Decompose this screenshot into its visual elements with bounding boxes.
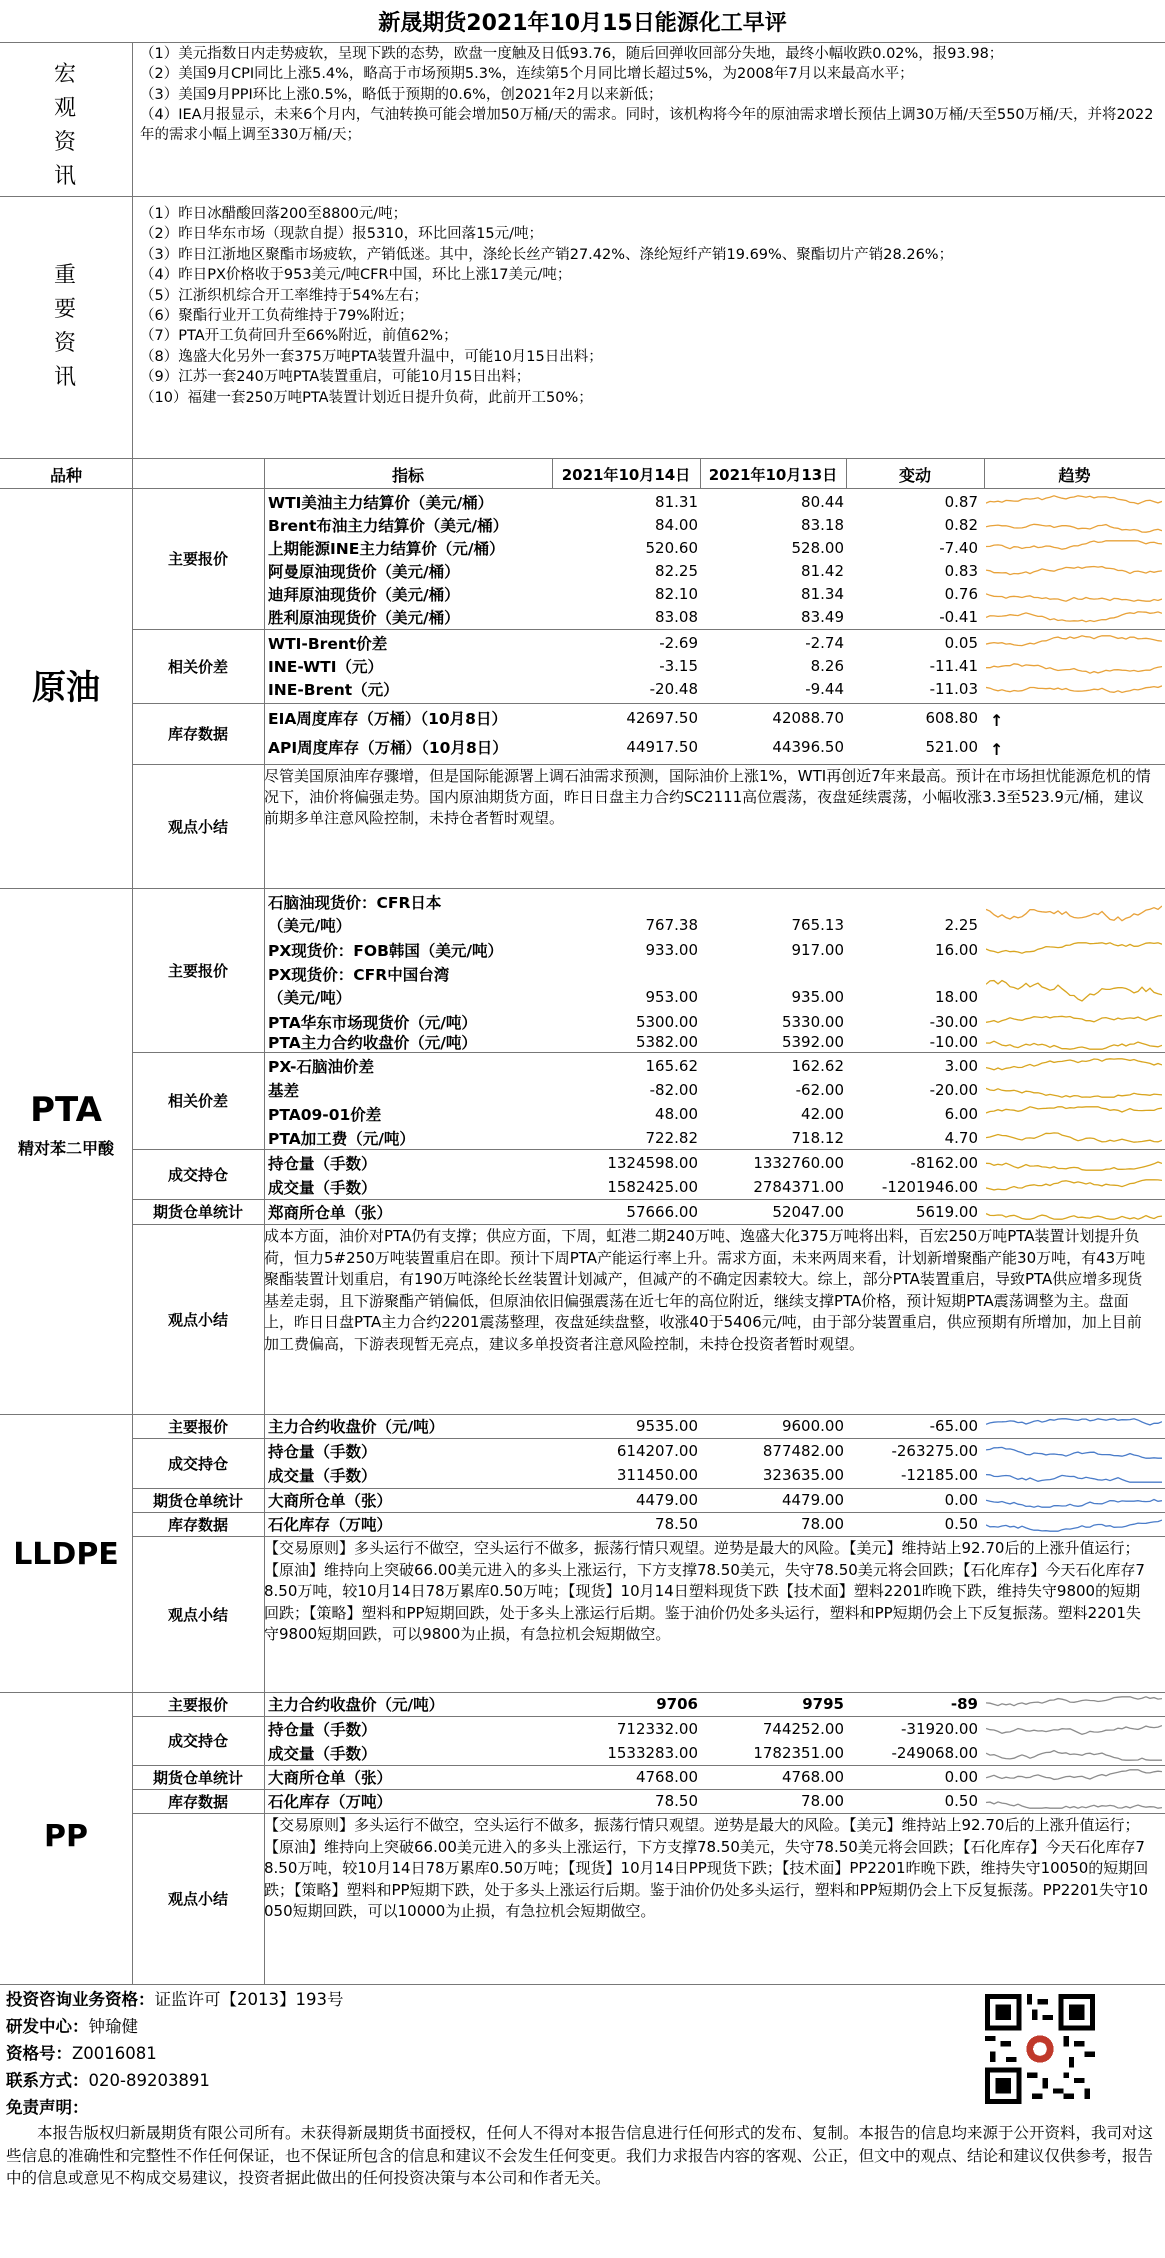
news-item: （1）昨日冰醋酸回落200至8800元/吨； (140, 206, 408, 222)
pta-value-d2: 52047.00 (772, 1203, 844, 1221)
pta-value-d2: 162.62 (791, 1057, 844, 1075)
crude-indicator: 胜利原油现货价（美元/桶） (268, 609, 460, 627)
pta-value-d1: 48.00 (655, 1105, 698, 1123)
pp-indicator: 成交量（手数） (268, 1745, 377, 1763)
macro-news-list (140, 44, 1155, 145)
page-title: 新晟期货2021年10月15日能源化工早评 (0, 0, 1165, 43)
trend-sparkline (986, 1744, 1162, 1762)
pta-change: 18.00 (935, 988, 978, 1006)
trend-sparkline (986, 680, 1162, 698)
lldpe-indicator: 大商所仓单（张） (268, 1492, 393, 1510)
lldpe-indicator: 石化库存（万吨） (268, 1516, 393, 1534)
trend-sparkline (986, 1417, 1162, 1435)
eia-up-arrow: ↑ (990, 710, 1004, 730)
pta-indicator: PX现货价：CFR中国台湾 (268, 966, 450, 984)
pta-value-d2: 917.00 (791, 941, 844, 959)
lldpe-value-d1: 614207.00 (616, 1442, 698, 1460)
crude-change: 0.05 (944, 634, 978, 652)
header-date1: 2021年10月14日 (561, 465, 691, 484)
crude-change: 0.83 (944, 562, 978, 580)
trend-sparkline (986, 634, 1162, 652)
pta-group-pos: 成交持仓 (167, 1165, 228, 1184)
cert-value: Z0016081 (72, 2044, 157, 2063)
lldpe-group-wr: 期货仓单统计 (152, 1491, 243, 1510)
lldpe-indicator: 持仓量（手数） (268, 1443, 377, 1461)
qr-code-icon (985, 1994, 1095, 2104)
lldpe-value-d2: 9600.00 (781, 1417, 844, 1435)
trend-sparkline (986, 1178, 1162, 1196)
pta-change: 3.00 (944, 1057, 978, 1075)
pta-change: 2.25 (944, 916, 978, 934)
pta-value-d2: -62.00 (795, 1081, 844, 1099)
crude-value-d2: 80.44 (801, 493, 844, 511)
crude-change: 0.76 (944, 585, 978, 603)
crude-value-d1: 42697.50 (626, 709, 698, 727)
trend-sparkline (986, 1720, 1162, 1738)
trend-sparkline (986, 1057, 1162, 1075)
trend-sparkline (986, 1203, 1162, 1221)
crude-indicator: WTI-Brent价差 (268, 635, 388, 653)
crude-indicator: 阿曼原油现货价（美元/桶） (268, 563, 460, 581)
pta-change: 6.00 (944, 1105, 978, 1123)
pta-label: PTA (30, 1090, 102, 1130)
pp-group-view: 观点小结 (167, 1890, 228, 1908)
crude-value-d1: 84.00 (655, 516, 698, 534)
trend-sparkline (986, 608, 1162, 626)
pta-change: -20.00 (929, 1081, 978, 1099)
pta-indicator: 持仓量（手数） (268, 1155, 377, 1173)
news-item: （9）江苏一套240万吨PTA装置重启，可能10月15日出料； (140, 369, 531, 386)
pp-group-wr: 期货仓单统计 (152, 1768, 243, 1787)
pta-change: 5619.00 (915, 1203, 978, 1221)
pta-indicator: 成交量（手数） (268, 1179, 377, 1197)
crude-value-d1: 82.25 (655, 562, 698, 580)
crude-indicator: Brent布油主力结算价（美元/桶） (268, 517, 509, 535)
crude-value-d2: 81.34 (801, 585, 844, 603)
research-center-label: 研发中心： (6, 2017, 89, 2036)
lldpe-group-view: 观点小结 (167, 1605, 228, 1624)
pta-indicator: 石脑油现货价：CFR日本 (268, 894, 442, 912)
lldpe-group-price: 主要报价 (167, 1417, 228, 1436)
pp-change: 0.50 (944, 1792, 978, 1810)
header-date2: 2021年10月13日 (708, 465, 838, 484)
news-item: （3）昨日江浙地区聚酯市场疲软，产销低迷。其中，涤纶长丝产销27.42%、涤纶短纤产销19.69%、聚酯切片产销28.26%； (140, 246, 954, 263)
pta-change: 4.70 (944, 1129, 978, 1147)
news-item: （4）昨日PX价格收于953美元/吨CFR中国，环比上涨17美元/吨； (140, 267, 572, 284)
pta-change: -10.00 (929, 1033, 978, 1051)
trend-sparkline (986, 657, 1162, 675)
pta-value-d2: 5392.00 (781, 1033, 844, 1051)
pp-indicator: 大商所仓单（张） (268, 1769, 393, 1787)
macro-item: （1）美元指数日内走势疲软，呈现下跌的态势，欧盘一度触及日低93.76，随后回弹收回部分失地，最终小幅收跌0.02%，报93.98； (140, 46, 1004, 62)
pp-value-d1: 4768.00 (635, 1768, 698, 1786)
crude-group-price: 主要报价 (167, 550, 228, 568)
footer-info (6, 1986, 344, 2121)
lldpe-value-d1: 311450.00 (616, 1466, 698, 1484)
pp-value-d1: 78.50 (655, 1792, 698, 1810)
crude-value-d2: 81.42 (801, 562, 844, 580)
header-change: 变动 (898, 465, 931, 485)
news-item: （6）聚酯行业开工负荷维持于79%附近； (140, 308, 414, 325)
news-item: （5）江浙织机综合开工率维持于54%左右； (140, 287, 428, 304)
pta-indicator: 基差 (268, 1082, 300, 1100)
crude-indicator: WTI美油主力结算价（美元/桶） (268, 494, 494, 512)
pta-indicator: PTA加工费（元/吨） (268, 1130, 415, 1148)
lldpe-change: 0.50 (944, 1515, 978, 1533)
pta-change: -30.00 (929, 1013, 978, 1031)
pta-value-d1: -82.00 (649, 1081, 698, 1099)
pp-value-d1: 712332.00 (616, 1720, 698, 1738)
pp-change: -249068.00 (891, 1744, 978, 1762)
lldpe-value-d1: 9535.00 (635, 1417, 698, 1435)
trend-sparkline (986, 893, 1162, 933)
pta-value-d1: 57666.00 (626, 1203, 698, 1221)
crude-value-d1: -20.48 (649, 680, 698, 698)
trend-sparkline (986, 493, 1162, 511)
crude-value-d2: 44396.50 (772, 738, 844, 756)
pta-value-d1: 1582425.00 (607, 1178, 698, 1196)
header-indicator: 指标 (391, 465, 424, 485)
trend-sparkline (986, 1768, 1162, 1786)
pta-value-d1: 722.82 (645, 1129, 698, 1147)
pp-value-d1: 9706 (656, 1695, 698, 1713)
pp-change: -31920.00 (901, 1720, 978, 1738)
pp-indicator: 石化库存（万吨） (268, 1793, 393, 1811)
pta-value-d2: 1332760.00 (753, 1154, 844, 1172)
pp-value-d2: 4768.00 (781, 1768, 844, 1786)
trend-sparkline (986, 516, 1162, 534)
crude-value-d1: 44917.50 (626, 738, 698, 756)
lldpe-value-d1: 78.50 (655, 1515, 698, 1533)
crude-change: -7.40 (939, 539, 978, 557)
pp-value-d1: 1533283.00 (607, 1744, 698, 1762)
trend-sparkline (986, 1515, 1162, 1533)
crude-change: 0.82 (944, 516, 978, 534)
crude-value-d2: -9.44 (805, 680, 844, 698)
pta-value-d2: 935.00 (791, 988, 844, 1006)
pta-value-d1: 953.00 (645, 988, 698, 1006)
trend-sparkline (986, 1695, 1162, 1713)
cert-label: 资格号： (6, 2044, 72, 2063)
crude-indicator: INE-Brent（元） (268, 681, 399, 699)
lldpe-change: -65.00 (929, 1417, 978, 1435)
crude-change: -11.41 (929, 657, 978, 675)
trend-sparkline (986, 1442, 1162, 1460)
lldpe-indicator: 成交量（手数） (268, 1467, 377, 1485)
crude-value-d2: 83.18 (801, 516, 844, 534)
news-section-label: 重要资讯 (53, 263, 76, 390)
pta-value-d2: 5330.00 (781, 1013, 844, 1031)
pta-value-d2: 42.00 (801, 1105, 844, 1123)
qualification-label: 投资咨询业务资格： (6, 1990, 155, 2009)
trend-sparkline (986, 1013, 1162, 1031)
pp-label: PP (44, 1819, 88, 1854)
trend-sparkline (986, 562, 1162, 580)
macro-item: （3）美国9月PPI环比上涨0.5%，略低于预期的0.6%，创2021年2月以来新低； (140, 86, 663, 103)
crude-value-d1: 520.60 (645, 539, 698, 557)
qualification-value: 证监许可【2013】193号 (154, 1990, 344, 2009)
pta-value-d1: 1324598.00 (607, 1154, 698, 1172)
crude-value-d2: 83.49 (801, 608, 844, 626)
trend-sparkline (986, 941, 1162, 959)
trend-sparkline (986, 1792, 1162, 1810)
trend-sparkline (986, 1154, 1162, 1172)
crude-indicator: INE-WTI（元） (268, 658, 384, 676)
trend-sparkline (986, 1081, 1162, 1099)
pta-sublabel: 精对苯二甲酸 (17, 1139, 114, 1158)
pp-value-d2: 1782351.00 (753, 1744, 844, 1762)
pta-change: -8162.00 (910, 1154, 978, 1172)
crude-label: 原油 (32, 668, 100, 708)
trend-sparkline (986, 539, 1162, 557)
lldpe-change: -12185.00 (901, 1466, 978, 1484)
macro-section-label: 宏观资讯 (53, 62, 76, 189)
lldpe-value-d2: 78.00 (801, 1515, 844, 1533)
pta-group-price: 主要报价 (167, 961, 228, 980)
pp-change: 0.00 (944, 1768, 978, 1786)
news-item: （10）福建一套250万吨PTA装置计划近日提升负荷，此前开工50%； (140, 389, 593, 406)
crude-value-d1: 82.10 (655, 585, 698, 603)
pta-label-block (0, 1090, 132, 1159)
lldpe-label: LLDPE (13, 1537, 119, 1572)
lldpe-value-d1: 4479.00 (635, 1491, 698, 1509)
pta-change: -1201946.00 (881, 1178, 978, 1196)
pta-value-d2: 718.12 (791, 1129, 844, 1147)
crude-value-d1: 81.31 (655, 493, 698, 511)
disclaimer-text: 本报告版权归新晟期货有限公司所有。未获得新晟期货书面授权，任何人不得对本报告信息进行任何形式的发布、复制。本报告的信息均来源于公开资料，我司对这些信息的准确性和完整性不作任何保证，也不保证所包含的信息和建议不会发生任何变更。我们力求报告内容的客观、公正，但文中的观点、结论和建议仅供参考，报告中的信息或意见不构成交易建议，投资者据此做出的任何投资决策与本公司和作者无关。 (6, 2124, 1154, 2187)
pta-group-view: 观点小结 (167, 1310, 228, 1329)
pp-change: -89 (950, 1695, 978, 1713)
header-trend: 趋势 (1058, 465, 1091, 485)
crude-change: 608.80 (925, 709, 978, 727)
header-variety: 品种 (49, 465, 82, 485)
macro-item: （4）IEA月报显示，未来6个月内，气油转换可能会增加50万桶/天的需求。同时，该机构将今年的原油需求增长预估上调30万桶/天至550万桶/天，并将2022年的需求小幅上调至330万桶/天； (140, 106, 1154, 144)
crude-change: 0.87 (944, 493, 978, 511)
important-news-list (140, 204, 1155, 408)
pta-change: 16.00 (935, 941, 978, 959)
lldpe-change: -263275.00 (891, 1442, 978, 1460)
trend-sparkline (986, 1466, 1162, 1484)
pta-indicator-unit: （美元/吨） (268, 989, 352, 1007)
lldpe-indicator: 主力合约收盘价（元/吨） (268, 1418, 445, 1436)
crude-change: -0.41 (939, 608, 978, 626)
crude-value-d2: 42088.70 (772, 709, 844, 727)
crude-indicator: API周度库存（万桶）（10月8日） (268, 739, 508, 757)
crude-summary: 尽管美国原油库存骤增，但是国际能源署上调石油需求预测，国际油价上涨1%，WTI再创近7年来最高。预计在市场担忧能源危机的情况下，油价将偏强走势。国内原油期货方面，昨日日盘主力合约SC2111高位震荡，夜盘延续震荡，小幅收涨3.3至523.9元/桶，建议前期多单注意风险控制，未持仓者暂时观望。 (264, 767, 1151, 827)
contact-value: 020-89203891 (88, 2071, 210, 2090)
pta-value-d1: 165.62 (645, 1057, 698, 1075)
disclaimer-label: 免责声明： (6, 2098, 89, 2117)
crude-value-d1: 83.08 (655, 608, 698, 626)
pta-indicator: PTA主力合约收盘价（元/吨） (268, 1034, 477, 1052)
pta-indicator: PX现货价：FOB韩国（美元/吨） (268, 942, 504, 960)
pp-group-price: 主要报价 (167, 1695, 228, 1714)
pta-indicator: 郑商所仓单（张） (268, 1204, 393, 1222)
pta-value-d1: 5382.00 (635, 1033, 698, 1051)
pta-group-wr: 期货仓单统计 (152, 1203, 243, 1221)
pp-group-stock: 库存数据 (167, 1792, 228, 1811)
lldpe-group-pos: 成交持仓 (167, 1454, 228, 1473)
lldpe-value-d2: 4479.00 (781, 1491, 844, 1509)
pp-value-d2: 78.00 (801, 1792, 844, 1810)
lldpe-summary: 【交易原则】多头运行不做空，空头运行不做多，振荡行情只观望。逆势是最大的风险。【美元】维持站上92.70后的上涨升值运行；【原油】维持向上突破66.00美元进入的多头上涨运行，下方支撑78.50美元，失守78.50美元将会回跌；【石化库存】今天石化库存78.50万吨，较10月14日78万累库0.50万吨；【现货】10月14日塑料现货下跌【技术面】塑料2201昨晚下跌，维持失守9800的短期回跌；【策略】塑料和PP短期回跌，处于多头上涨运行后期。鉴于油价仍处多头运行，塑料和PP短期仍会上下反复振荡。塑料2201失守9800短期回跌，可以9800为止损，有急拉机会短期做空。 (264, 1539, 1145, 1644)
contact-label: 联系方式： (6, 2071, 89, 2090)
crude-value-d2: 528.00 (791, 539, 844, 557)
lldpe-group-stock: 库存数据 (167, 1515, 228, 1534)
crude-change: 521.00 (925, 738, 978, 756)
crude-change: -11.03 (929, 680, 978, 698)
pp-value-d2: 744252.00 (762, 1720, 844, 1738)
pta-summary: 成本方面，油价对PTA仍有支撑；供应方面，下周，虹港二期240万吨、逸盛大化375万吨将出料，百宏250万吨PTA装置计划提升负荷，恒力5#250万吨装置重启在即。预计下周PTA产能运行率上升。需求方面，未来两周来看，计划新增聚酯产能30万吨，有43万吨聚酯装置计划重启，有190万吨涤纶长丝装置计划减产，但减产的不确定因素较大。综上，部分PTA装置重启，导致PTA供应增多现货基差走弱，且下游聚酯产销偏低，但原油依旧偏强震荡在近七年的高位附近，继续支撑PTA价格，预计短期PTA震荡调整为主。盘面上，昨日日盘PTA主力合约2201震荡整理，夜盘延续盘整，收涨40于5406元/吨，由于部分装置重启，供应预期有所增加，加上目前加工费偏高，下游表现暂无亮点，建议多单投资者注意风险控制，未持仓投资者暂时观望。 (264, 1227, 1146, 1353)
pp-summary: 【交易原则】多头运行不做空，空头运行不做多，振荡行情只观望。逆势是最大的风险。【美元】维持站上92.70后的上涨升值运行；【原油】维持向上突破66.00美元进入的多头上涨运行，下方支撑78.50美元，失守78.50美元将会回跌；【石化库存】今天石化库存78.50万吨，较10月14日78万累库0.50万吨；【现货】10月14日PP现货下跌；【技术面】PP2201昨晚下跌，维持失守10050的短期回跌；【策略】塑料和PP短期下跌，处于多头上涨运行后期。鉴于油价仍处多头运行，塑料和PP短期仍会上下反复振荡。PP2201失守10050短期回跌，可以10000为止损，有急拉机会短期做空。 (264, 1816, 1149, 1921)
crude-value-d2: -2.74 (805, 634, 844, 652)
trend-sparkline (986, 965, 1162, 1005)
crude-group-spread: 相关价差 (167, 657, 228, 676)
crude-value-d1: -3.15 (659, 657, 698, 675)
trend-sparkline (986, 1491, 1162, 1509)
crude-indicator: EIA周度库存（万桶）（10月8日） (268, 710, 507, 728)
trend-sparkline (986, 1033, 1162, 1051)
trend-sparkline (986, 1105, 1162, 1123)
trend-sparkline (986, 585, 1162, 603)
news-item: （7）PTA开工负荷回升至66%附近，前值62%； (140, 328, 458, 345)
pta-value-d1: 767.38 (645, 916, 698, 934)
pp-group-pos: 成交持仓 (167, 1732, 228, 1750)
pta-value-d2: 765.13 (791, 916, 844, 934)
lldpe-value-d2: 323635.00 (762, 1466, 844, 1484)
pta-indicator: PTA09-01价差 (268, 1106, 382, 1124)
pta-indicator-unit: （美元/吨） (268, 917, 352, 935)
crude-group-stock: 库存数据 (167, 725, 228, 743)
research-center-value: 钟瑜健 (88, 2017, 138, 2036)
macro-item: （2）美国9月CPI同比上涨5.4%，略高于市场预期5.3%，连续第5个月同比增长超过5%，为2008年7月以来最高水平； (140, 66, 914, 83)
pta-indicator: PX-石脑油价差 (268, 1058, 374, 1076)
lldpe-value-d2: 877482.00 (762, 1442, 844, 1460)
news-item: （8）逸盛大化另外一套375万吨PTA装置升温中，可能10月15日出料； (140, 348, 603, 365)
pta-value-d1: 933.00 (645, 941, 698, 959)
trend-sparkline (986, 1129, 1162, 1147)
crude-value-d2: 8.26 (810, 657, 844, 675)
crude-indicator: 迪拜原油现货价（美元/桶） (268, 586, 460, 604)
pp-value-d2: 9795 (802, 1695, 844, 1713)
news-item: （2）昨日华东市场（现款自提）报5310，环比回落15元/吨； (140, 226, 543, 243)
pp-indicator: 持仓量（手数） (268, 1721, 377, 1739)
pp-indicator: 主力合约收盘价（元/吨） (268, 1696, 445, 1714)
lldpe-change: 0.00 (944, 1491, 978, 1509)
pta-value-d2: 2784371.00 (753, 1178, 844, 1196)
crude-value-d1: -2.69 (659, 634, 698, 652)
pta-indicator: PTA华东市场现货价（元/吨） (268, 1014, 477, 1032)
pta-group-spread: 相关价差 (167, 1092, 228, 1110)
crude-group-view: 观点小结 (167, 817, 228, 836)
pta-value-d1: 5300.00 (635, 1013, 698, 1031)
api-up-arrow: ↑ (990, 739, 1004, 759)
crude-indicator: 上期能源INE主力结算价（元/桶） (268, 540, 505, 558)
